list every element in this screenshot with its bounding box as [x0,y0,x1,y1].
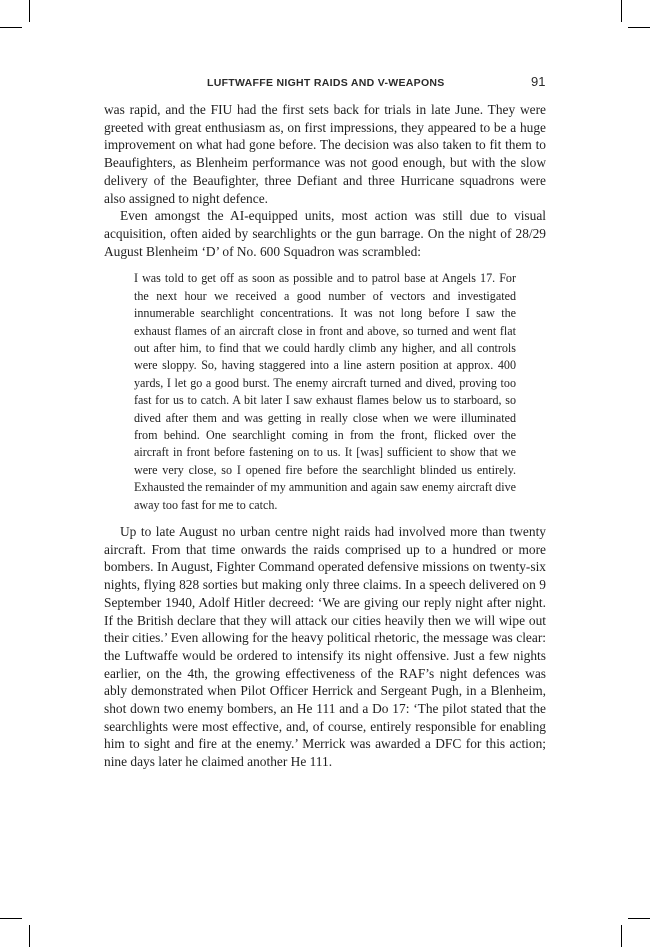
paragraph-3: Up to late August no urban centre night raids had involved more than twenty aircraft. From that time onwards the raids comprised up to a hundred or more bombers. In August, Fighter Command operated defensive missions on twenty-six nights, flying 828 sorties but making only three claims. In a speech delivered on 9 September 1940, Adolf Hitler decreed: ‘We are giving our reply night after night. If the British declare that they will attack our cities heavily then we will wipe out their cities.’ Even allowing for the heavy political rhetoric, the message was clear: the Luftwaffe would be ordered to intensify its night offensive. Just a few nights earlier, on the 4th, the growing effectiveness of the RAF’s night defences was ably demonstrated when Pilot Officer Herrick and Sergeant Pugh, in a Blenheim, shot down two enemy bombers, an He 111 and a Do 17: ‘The pilot stated that the searchlights were most effective, and, of course, entirely responsible for enabling him to sight and fire at the enemy.’ Merrick was awarded a DFC for this action; nine days later he claimed another He 111. [104,524,546,770]
crop-mark-bottom-right-horizontal [628,918,650,919]
running-head: LUFTWAFFE NIGHT RAIDS AND V-WEAPONS [207,77,445,89]
crop-mark-top-right-vertical [621,0,622,22]
crop-mark-top-left-vertical [29,0,30,22]
crop-mark-bottom-left-horizontal [0,918,22,919]
block-quote: I was told to get off as soon as possible and to patrol base at Angels 17. For the next hour we received a good number of vectors and investigated innumerable searchlight concentrations. It was not long before I saw the exhaust flames of an aircraft close in front and above, so turned and went flat out after him, to find that we could hardly climb any higher, and all controls were sloppy. So, having staggered into a line astern position at approx. 400 yards, I let go a good burst. The enemy aircraft turned and dived, proving too fast for us to catch. A bit later I saw exhaust flames below us to starboard, so dived after them and was getting in really close when we were illuminated from behind. One searchlight coming in from the front, flicked over the aircraft in front before fastening on to us. It [was] sufficient to show that we were very close, so I opened fire before the searchlight blinded us entirely. Exhausted the remainder of my ammunition and again saw enemy aircraft dive away too fast for me to catch. [134,271,516,512]
crop-mark-top-left-horizontal [0,27,22,28]
crop-mark-top-right-horizontal [628,27,650,28]
paragraph-1: was rapid, and the FIU had the first sets back for trials in late June. They were greeted with great enthusiasm as, on first impressions, they appeared to be a huge improvement on what had gone before. The decision was also taken to fit them to Beaufighters, as Blenheim performance was not good enough, but with the slow delivery of the Beaufighter, three Defiant and three Hurricane squadrons were also assigned to night defence. [104,102,546,206]
crop-mark-bottom-left-vertical [29,925,30,947]
paragraph-2: Even amongst the AI-equipped units, most action was still due to visual acquisition, often aided by searchlights or the gun barrage. On the night of 28/29 August Blenheim ‘D’ of No. 600 Squadron was scrambled: [104,208,546,259]
body-text [104,101,546,771]
crop-mark-bottom-right-vertical [621,925,622,947]
page-number: 91 [531,74,546,89]
